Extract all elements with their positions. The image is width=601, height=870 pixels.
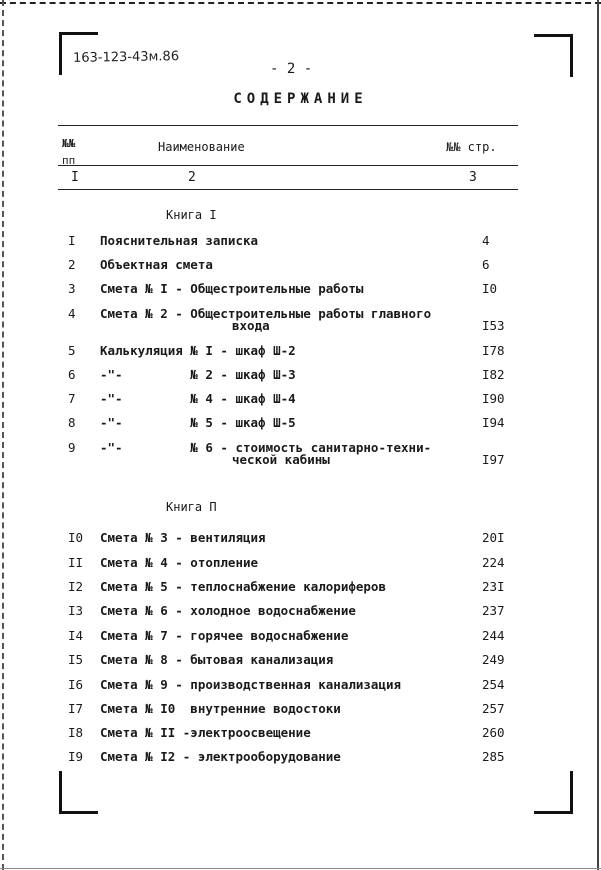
- book-heading: Книга I: [166, 208, 217, 222]
- toc-item-title: Смета № 6 - холодное водоснабжение: [100, 603, 356, 618]
- toc-item-number: 9: [68, 440, 76, 455]
- toc-item-number: II: [68, 555, 84, 570]
- toc-item-number: I2: [68, 579, 84, 594]
- toc-item-page: 260: [482, 725, 505, 740]
- scan-border-right: [597, 0, 599, 870]
- toc-item-title: Смета № I0 внутренние водостоки: [100, 701, 341, 716]
- toc-item-number: I0: [68, 530, 84, 545]
- toc-item-title: -"- № 4 - шкаф Ш-4: [100, 391, 296, 406]
- toc-item-number: I: [68, 233, 76, 248]
- toc-item-title: Смета № I2 - электрооборудование: [100, 749, 341, 764]
- toc-item-page: 254: [482, 677, 505, 692]
- toc-item-title: Смета № 2 - Общестроительные работы главного: [100, 306, 432, 321]
- toc-item-number: I8: [68, 725, 84, 740]
- toc-item-number: I5: [68, 652, 84, 667]
- toc-item-title: Смета № I - Общестроительные работы: [100, 281, 364, 296]
- page-number: - 2 -: [270, 61, 313, 77]
- toc-item-number: 2: [68, 257, 76, 272]
- toc-item-page: I97: [482, 452, 505, 467]
- toc-item-page: 237: [482, 603, 505, 618]
- toc-item-page: 224: [482, 555, 505, 570]
- toc-item-title: Пояснительная записка: [100, 233, 259, 248]
- toc-item-page: 244: [482, 628, 505, 643]
- toc-item-number: I4: [68, 628, 84, 643]
- frame-corner-top-right: [534, 34, 573, 77]
- toc-item-title: Смета № 9 - производственная канализация: [100, 677, 402, 692]
- column-index-3: 3: [469, 170, 477, 185]
- toc-item-number: 4: [68, 306, 76, 321]
- document-code: 163-123-43м.86: [72, 49, 180, 66]
- toc-item-page: 4: [482, 233, 490, 248]
- toc-item-number: 3: [68, 281, 76, 296]
- toc-item-title: Смета № 5 - теплоснабжение калориферов: [100, 579, 386, 594]
- toc-item-title: Калькуляция № I - шкаф Ш-2: [100, 343, 296, 358]
- header-number: №№: [62, 137, 76, 150]
- toc-item-title: Смета № 3 - вентиляция: [100, 530, 266, 545]
- toc-item-number: I3: [68, 603, 84, 618]
- toc-item-number: I7: [68, 701, 84, 716]
- toc-item-title: -"- № 6 - стоимость санитарно-техни-: [100, 440, 432, 455]
- toc-item-number: 7: [68, 391, 76, 406]
- toc-item-title-continuation: входа: [232, 318, 270, 333]
- header-number-sub: пп: [62, 154, 76, 167]
- toc-item-page: 20I: [482, 530, 505, 545]
- toc-item-page: 257: [482, 701, 505, 716]
- toc-item-number: 5: [68, 343, 76, 358]
- scan-border-top: [0, 2, 601, 4]
- toc-item-title: Смета № 7 - горячее водоснабжение: [100, 628, 349, 643]
- toc-item-number: I6: [68, 677, 84, 692]
- toc-item-number: I9: [68, 749, 84, 764]
- column-index-1: I: [71, 170, 79, 185]
- frame-corner-bottom-right: [534, 771, 573, 814]
- book-heading: Книга П: [166, 500, 217, 514]
- column-index-2: 2: [188, 170, 196, 185]
- toc-item-title: Объектная смета: [100, 257, 213, 272]
- toc-item-page: I82: [482, 367, 505, 382]
- header-page: №№ стр.: [446, 140, 497, 154]
- toc-item-title-continuation: ческой кабины: [232, 452, 330, 467]
- toc-item-page: I0: [482, 281, 498, 296]
- page-title: СОДЕРЖАНИЕ: [233, 91, 368, 107]
- frame-corner-bottom-left: [59, 771, 98, 814]
- toc-item-page: I94: [482, 415, 505, 430]
- toc-item-page: 6: [482, 257, 490, 272]
- toc-item-page: 249: [482, 652, 505, 667]
- toc-item-page: I53: [482, 318, 505, 333]
- toc-item-page: 23I: [482, 579, 505, 594]
- header-name: Наименование: [158, 140, 245, 154]
- toc-item-title: Смета № 4 - отопление: [100, 555, 259, 570]
- scan-border-left: [2, 0, 4, 870]
- toc-item-number: 6: [68, 367, 76, 382]
- toc-item-page: I78: [482, 343, 505, 358]
- toc-item-title: Смета № II -электроосвещение: [100, 725, 311, 740]
- toc-item-title: Смета № 8 - бытовая канализация: [100, 652, 334, 667]
- toc-item-page: I90: [482, 391, 505, 406]
- toc-item-title: -"- № 5 - шкаф Ш-5: [100, 415, 296, 430]
- toc-item-page: 285: [482, 749, 505, 764]
- scan-border-bottom: [0, 868, 601, 869]
- index-rule: [58, 189, 518, 190]
- toc-item-title: -"- № 2 - шкаф Ш-3: [100, 367, 296, 382]
- header-rule: [58, 165, 518, 166]
- table-top-rule: [58, 125, 518, 126]
- toc-item-number: 8: [68, 415, 76, 430]
